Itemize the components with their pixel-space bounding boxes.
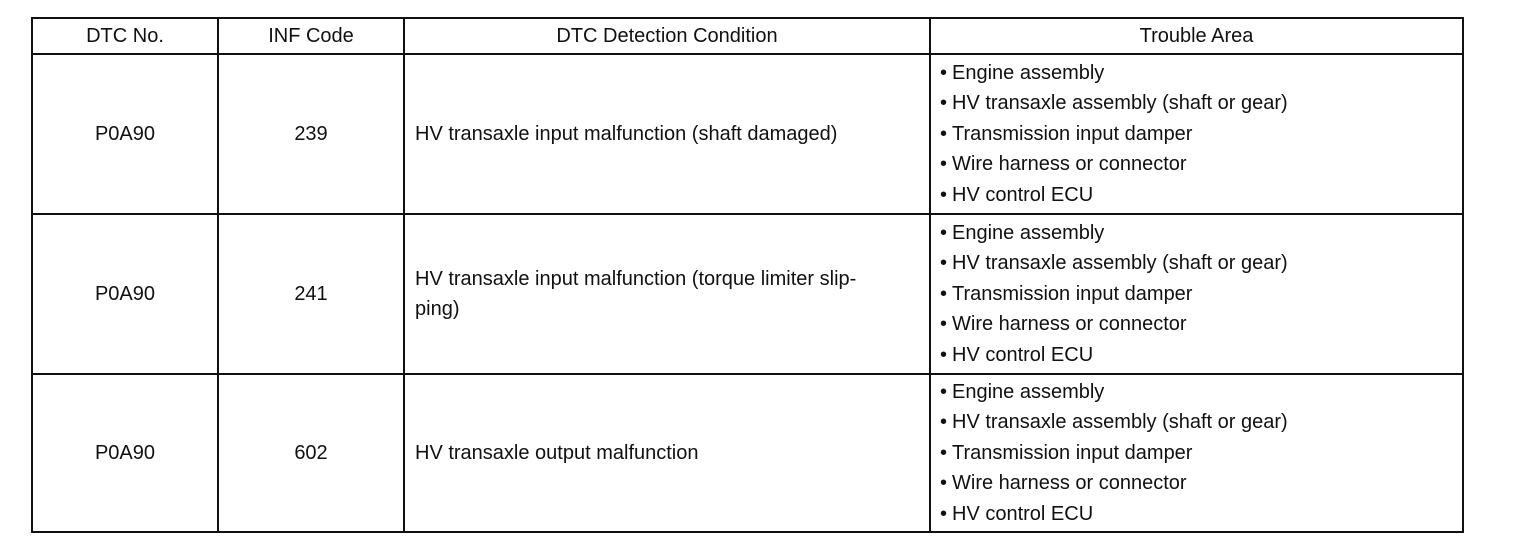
trouble-area-item: HV transaxle assembly (shaft or gear) (952, 92, 1288, 115)
table-row (32, 374, 1463, 532)
bullet-icon: • (940, 343, 948, 366)
trouble-area-item: HV control ECU (952, 502, 1094, 525)
bullet-icon: • (940, 122, 948, 145)
list-item (940, 119, 1462, 150)
detection-condition-line: ping) (415, 298, 460, 320)
trouble-area-cell (930, 374, 1463, 532)
dtc-table (31, 17, 1464, 533)
list-item (940, 407, 1462, 438)
inf-code-cell: 239 (218, 54, 404, 214)
trouble-area-list (940, 58, 1462, 211)
list-item (940, 340, 1462, 371)
list-item (940, 279, 1462, 310)
list-item (940, 149, 1462, 180)
table-row (32, 214, 1463, 374)
bullet-icon: • (940, 153, 948, 176)
trouble-area-item: Wire harness or connector (952, 472, 1187, 495)
list-item (940, 468, 1462, 499)
trouble-area-item: Engine assembly (952, 61, 1105, 84)
list-item (940, 218, 1462, 249)
bullet-icon: • (940, 92, 948, 115)
trouble-area-item: Transmission input damper (952, 282, 1193, 305)
trouble-area-item: Wire harness or connector (952, 313, 1187, 336)
bullet-icon: • (940, 411, 948, 434)
header-trouble-area: Trouble Area (930, 18, 1463, 54)
trouble-area-item: Engine assembly (952, 221, 1105, 244)
trouble-area-item: HV control ECU (952, 183, 1094, 206)
trouble-area-item: HV control ECU (952, 343, 1094, 366)
inf-code-cell: 602 (218, 374, 404, 532)
dtc-no-cell: P0A90 (32, 374, 218, 532)
header-inf-code: INF Code (218, 18, 404, 54)
bullet-icon: • (940, 183, 948, 206)
list-item (940, 58, 1462, 89)
header-dtc-no: DTC No. (32, 18, 218, 54)
detection-condition-line: HV transaxle input malfunction (torque limiter slip- (415, 268, 857, 290)
bullet-icon: • (940, 472, 948, 495)
trouble-area-item: Transmission input damper (952, 441, 1193, 464)
list-item (940, 499, 1462, 530)
header-detection-condition: DTC Detection Condition (404, 18, 930, 54)
list-item (940, 248, 1462, 279)
list-item (940, 438, 1462, 469)
dtc-no-cell: P0A90 (32, 214, 218, 374)
trouble-area-item: HV transaxle assembly (shaft or gear) (952, 411, 1288, 434)
list-item (940, 309, 1462, 340)
trouble-area-item: Wire harness or connector (952, 153, 1187, 176)
bullet-icon: • (940, 282, 948, 305)
bullet-icon: • (940, 221, 948, 244)
trouble-area-item: Engine assembly (952, 380, 1105, 403)
detection-condition-cell: HV transaxle output malfunction (404, 374, 930, 532)
list-item (940, 180, 1462, 211)
trouble-area-list (940, 218, 1462, 371)
detection-condition-cell (404, 214, 930, 374)
trouble-area-item: HV transaxle assembly (shaft or gear) (952, 252, 1288, 275)
table-row (32, 54, 1463, 214)
bullet-icon: • (940, 61, 948, 84)
header-row (32, 18, 1463, 54)
trouble-area-item: Transmission input damper (952, 122, 1193, 145)
list-item (940, 88, 1462, 119)
bullet-icon: • (940, 441, 948, 464)
bullet-icon: • (940, 502, 948, 525)
bullet-icon: • (940, 252, 948, 275)
trouble-area-cell (930, 54, 1463, 214)
list-item (940, 377, 1462, 408)
detection-condition-cell: HV transaxle input malfunction (shaft damaged) (404, 54, 930, 214)
trouble-area-list (940, 377, 1462, 530)
dtc-no-cell: P0A90 (32, 54, 218, 214)
bullet-icon: • (940, 380, 948, 403)
trouble-area-cell (930, 214, 1463, 374)
bullet-icon: • (940, 313, 948, 336)
inf-code-cell: 241 (218, 214, 404, 374)
